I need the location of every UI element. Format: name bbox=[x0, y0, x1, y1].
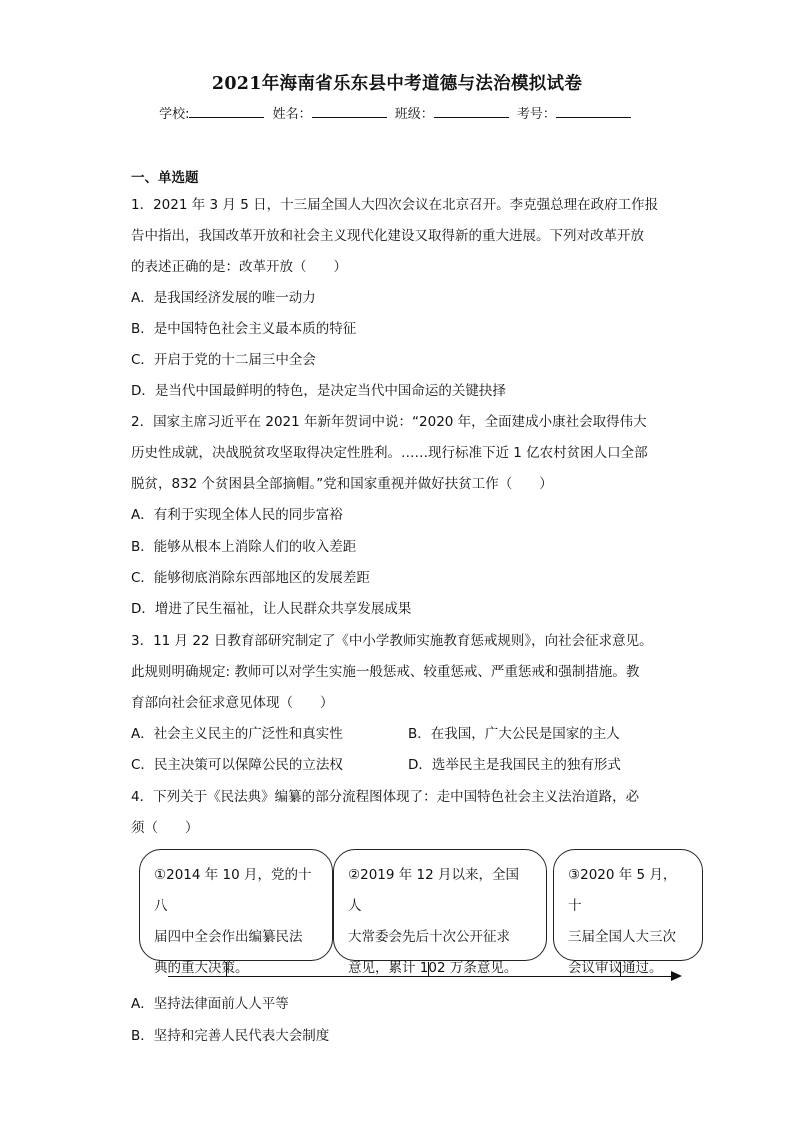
q2-option-a[interactable]: A．有利于实现全体人民的同步富裕 bbox=[131, 507, 343, 523]
q3-stem-line-2: 此规则明确规定: 教师可以对学生实施一般惩戒、较重惩戒、严重惩戒和强制措施。教 bbox=[131, 664, 640, 680]
name-label: 姓名： bbox=[272, 107, 312, 122]
q1-stem-line-2: 告中指出，我国改革开放和社会主义现代化建设又取得新的重大进展。下列对改革开放 bbox=[131, 228, 644, 244]
school-label: 学校: bbox=[159, 107, 190, 122]
timeline-tick-3 bbox=[620, 962, 621, 976]
q2-stem-line-1: 2．国家主席习近平在 2021 年新年贺词中说：“2020 年，全面建成小康社会取得伟大 bbox=[131, 414, 647, 430]
flow-box-3-line-2: 三届全国人大三次 bbox=[568, 929, 676, 945]
flow-box-3-line-1: ③2020 年 5 月，十 bbox=[568, 867, 677, 914]
flow-box-1 bbox=[139, 849, 333, 976]
exam-title: 2021年海南省乐东县中考道德与法治模拟试卷 bbox=[211, 74, 583, 94]
flow-box-1-line-3: 典的重大决策。 bbox=[154, 960, 249, 976]
q2-stem-line-3: 脱贫，832 个贫困县全部摘帽。”党和国家重视并做好扶贫工作（ ） bbox=[131, 476, 553, 492]
section-heading: 一、单选题 bbox=[131, 170, 199, 186]
flow-box-2-line-2: 大常委会先后十次公开征求 bbox=[348, 929, 510, 945]
q4-stem-line-2: 须（ ） bbox=[131, 820, 199, 836]
q3-stem-line-3: 育部向社会征求意见体现（ ） bbox=[131, 695, 334, 711]
class-blank[interactable] bbox=[434, 105, 509, 118]
q1-option-a[interactable]: A．是我国经济发展的唯一动力 bbox=[131, 290, 316, 306]
q1-option-b[interactable]: B．是中国特色社会主义最本质的特征 bbox=[131, 321, 357, 337]
q3-option-d[interactable]: D．选举民主是我国民主的独有形式 bbox=[408, 757, 621, 773]
timeline-tick-1 bbox=[226, 962, 227, 976]
timeline-arrow-icon bbox=[671, 971, 682, 981]
flow-box-1-line-2: 届四中全会作出编纂民法 bbox=[154, 929, 303, 945]
q4-stem-line-1: 4．下列关于《民法典》编纂的部分流程图体现了：走中国特色社会主义法治道路，必 bbox=[131, 789, 640, 805]
flow-box-2 bbox=[333, 849, 547, 976]
q1-option-c[interactable]: C．开启于党的十二届三中全会 bbox=[131, 352, 316, 368]
exam-no-label: 考号： bbox=[516, 107, 556, 122]
flow-box-1-line-1: ①2014 年 10 月，党的十八 bbox=[154, 867, 312, 914]
q1-option-d[interactable]: D．是当代中国最鲜明的特色，是决定当代中国命运的关键抉择 bbox=[131, 383, 506, 399]
q4-option-b[interactable]: B．坚持和完善人民代表大会制度 bbox=[131, 1028, 330, 1044]
q3-option-a[interactable]: A．社会主义民主的广泛性和真实性 bbox=[131, 726, 343, 742]
q1-stem-line-1: 1．2021 年 3 月 5 日，十三届全国人大四次会议在北京召开。李克强总理在政府工作报 bbox=[131, 197, 659, 213]
timeline-axis bbox=[168, 976, 672, 977]
flow-box-2-line-1: ②2019 年 12 月以来，全国人 bbox=[348, 867, 520, 914]
timeline-tick-2 bbox=[428, 962, 429, 976]
flow-box-3 bbox=[553, 849, 703, 976]
q2-stem-line-2: 历史性成就，决战脱贫攻坚取得决定性胜利。……现行标准下近 1 亿农村贫困人口全部 bbox=[131, 445, 648, 461]
q1-stem-line-3: 的表述正确的是：改革开放（ ） bbox=[131, 259, 347, 275]
class-label: 班级： bbox=[394, 107, 434, 122]
flow-box-2-line-3: 意见，累计 102 万条意见。 bbox=[348, 960, 518, 976]
name-blank[interactable] bbox=[312, 105, 387, 118]
student-info-row bbox=[0, 103, 794, 122]
q2-option-c[interactable]: C．能够彻底消除东西部地区的发展差距 bbox=[131, 570, 370, 586]
q4-option-a[interactable]: A．坚持法律面前人人平等 bbox=[131, 996, 289, 1012]
flow-box-3-line-3: 会议审议通过。 bbox=[568, 960, 663, 976]
exam-no-blank[interactable] bbox=[556, 105, 631, 118]
school-blank[interactable] bbox=[189, 105, 264, 118]
q2-option-d[interactable]: D．增进了民生福祉，让人民群众共享发展成果 bbox=[131, 601, 412, 617]
q3-option-b[interactable]: B．在我国，广大公民是国家的主人 bbox=[408, 726, 620, 742]
q3-stem-line-1: 3．11 月 22 日教育部研究制定了《中小学教师实施教育惩戒规则》，向社会征求意见。 bbox=[131, 633, 653, 649]
q3-option-c[interactable]: C．民主决策可以保障公民的立法权 bbox=[131, 757, 343, 773]
q2-option-b[interactable]: B．能够从根本上消除人们的收入差距 bbox=[131, 539, 357, 555]
